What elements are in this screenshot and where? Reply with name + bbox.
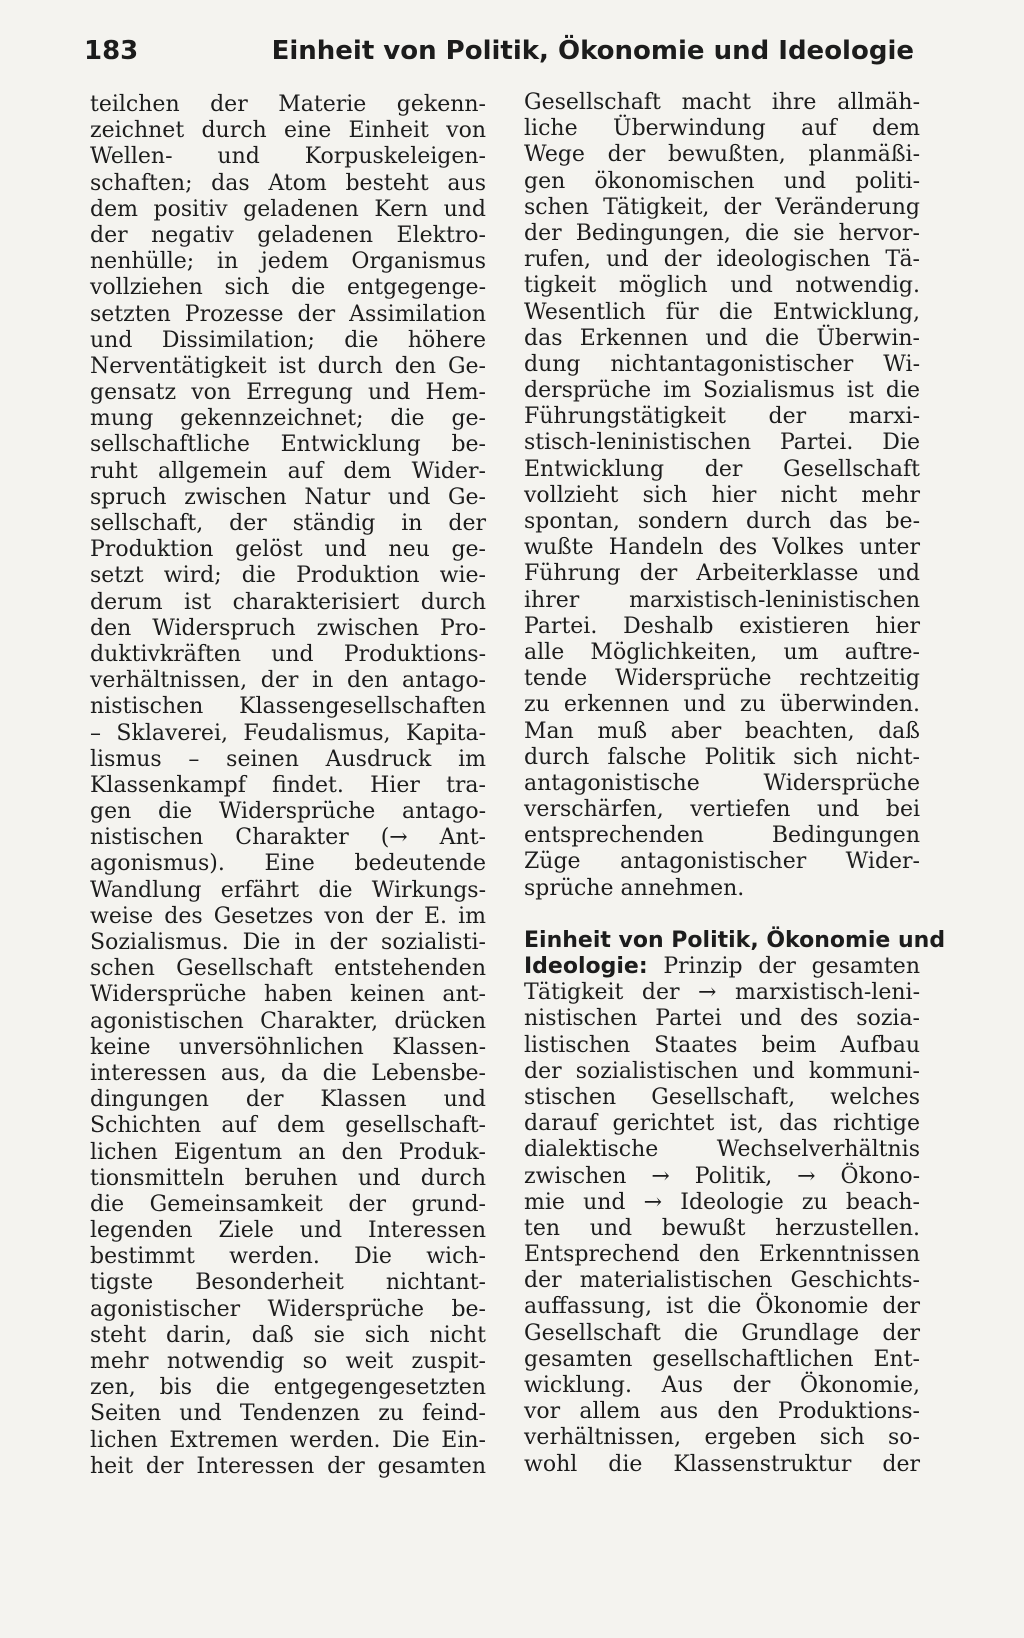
text-line: schen Tätigkeit, der Veränderung xyxy=(524,194,920,220)
text-line: Widersprüche haben keinen ant- xyxy=(90,982,486,1008)
text-line: dersprüche im Sozialismus ist die xyxy=(524,378,920,404)
text-line: keine unversöhnlichen Klassen- xyxy=(90,1034,486,1060)
text-line: nenhülle; in jedem Organismus xyxy=(90,249,486,275)
page-header xyxy=(84,36,914,76)
text-line: Entsprechend den Erkenntnissen xyxy=(524,1242,920,1268)
text-line: legenden Ziele und Interessen xyxy=(90,1218,486,1244)
text-line: tionsmitteln beruhen und durch xyxy=(90,1165,486,1191)
entry-body xyxy=(524,980,920,1478)
text-line: verhältnissen, ergeben sich so- xyxy=(524,1425,920,1451)
text-line: lichen Extremen werden. Die Ein- xyxy=(90,1427,486,1453)
entry-definition-start: Prinzip der gesamten xyxy=(647,954,920,979)
text-line: die Gemeinsamkeit der grund- xyxy=(90,1191,486,1217)
text-line: weise des Gesetzes von der E. im xyxy=(90,903,486,929)
text-line: Sozialismus. Die in der sozialisti- xyxy=(90,930,486,955)
text-line: duktivkräften und Produktions- xyxy=(90,641,486,667)
text-line: antagonistische Widersprüche xyxy=(524,770,920,796)
text-line: lismus – seinen Ausdruck im xyxy=(90,746,486,772)
dictionary-entry xyxy=(524,927,946,1478)
text-line: gen ökonomischen und politi- xyxy=(524,168,920,194)
text-line: verschärfen, vertiefen und bei xyxy=(524,797,920,823)
text-line: verhältnissen, der in den antago- xyxy=(90,668,486,694)
text-line: ruht allgemein auf dem Wider- xyxy=(90,458,486,484)
text-line: dialektische Wechselverhältnis xyxy=(524,1137,920,1163)
text-line: teilchen der Materie gekenn- xyxy=(90,92,486,117)
text-line: Wandlung erfährt die Wirkungs- xyxy=(90,877,486,903)
text-line: dung nichtantagonistischer Wi- xyxy=(524,351,920,377)
text-line: Führungstätigkeit der marxi- xyxy=(524,404,920,430)
text-line: steht darin, daß sie sich nicht xyxy=(90,1322,486,1348)
text-line: gen die Widersprüche antago- xyxy=(90,799,486,825)
text-line: nistischen Partei und des sozia- xyxy=(524,1006,920,1032)
text-line: tigste Besonderheit nichtant- xyxy=(90,1270,486,1296)
text-line: der negativ geladenen Elektro- xyxy=(90,222,486,248)
text-line: zeichnet durch eine Einheit von xyxy=(90,118,486,144)
text-line: gensatz von Erregung und Hem- xyxy=(90,380,486,406)
text-line: rufen, und der ideologischen Tä- xyxy=(524,247,920,273)
text-line: gesamten gesellschaftlichen Ent- xyxy=(524,1346,920,1372)
right-column-continuation xyxy=(524,90,920,902)
text-line: wußte Handeln des Volkes unter xyxy=(524,535,920,561)
entry-headword-line: Einheit von Politik, Ökonomie und xyxy=(524,927,946,953)
text-line: nistischen Klassengesellschaften xyxy=(90,694,486,720)
running-title: Einheit von Politik, Ökonomie und Ideologie xyxy=(271,36,914,66)
text-line: agonistischen Charakter, drücken xyxy=(90,1008,486,1034)
text-line: Führung der Arbeiterklasse und xyxy=(524,561,920,587)
text-line: listischen Staates beim Aufbau xyxy=(524,1032,920,1058)
text-line: ihrer marxistisch-leninistischen xyxy=(524,587,920,613)
text-line: nistischen Charakter (→ Ant- xyxy=(90,825,486,851)
text-line: zen, bis die entgegengesetzten xyxy=(90,1375,486,1401)
text-line: und Dissimilation; die höhere xyxy=(90,327,486,353)
text-line: dem positiv geladenen Kern und xyxy=(90,196,486,222)
text-line: Wesentlich für die Entwicklung, xyxy=(524,299,920,325)
right-column xyxy=(524,90,946,1478)
text-line: tigkeit möglich und notwendig. xyxy=(524,273,920,299)
text-line: alle Möglichkeiten, um auftre- xyxy=(524,639,920,665)
text-line: Partei. Deshalb existieren hier xyxy=(524,613,920,639)
text-line: wicklung. Aus der Ökonomie, xyxy=(524,1373,920,1398)
text-line: entsprechenden Bedingungen xyxy=(524,823,920,849)
text-line: vor allem aus den Produktions- xyxy=(524,1399,920,1425)
text-line: Entwicklung der Gesellschaft xyxy=(524,456,920,482)
entry-separator xyxy=(524,902,920,928)
text-line: dingungen der Klassen und xyxy=(90,1087,486,1113)
text-line: durch falsche Politik sich nicht- xyxy=(524,744,920,770)
text-line: Gesellschaft macht ihre allmäh- xyxy=(524,90,920,115)
text-line: Man muß aber beachten, daß xyxy=(524,718,920,744)
text-line: sellschaftliche Entwicklung be- xyxy=(90,432,486,458)
text-line: zwischen → Politik, → Ökono- xyxy=(524,1163,920,1189)
text-line: vollziehen sich die entgegenge- xyxy=(90,275,486,301)
text-line: ten und bewußt herzustellen. xyxy=(524,1215,920,1241)
left-column xyxy=(90,92,486,1480)
text-line: zu erkennen und zu überwinden. xyxy=(524,692,920,718)
text-line: sprüche annehmen. xyxy=(524,875,745,901)
text-line: den Widerspruch zwischen Pro- xyxy=(90,615,486,641)
text-line: heit der Interessen der gesamten xyxy=(90,1453,486,1479)
text-line: derum ist charakterisiert durch xyxy=(90,589,486,615)
text-line: setzten Prozesse der Assimilation xyxy=(90,301,486,327)
text-line: liche Überwindung auf dem xyxy=(524,116,920,142)
page-number: 183 xyxy=(84,36,139,66)
text-line: Seiten und Tendenzen zu feind- xyxy=(90,1401,486,1427)
text-line: stisch-leninistischen Partei. Die xyxy=(524,430,920,456)
entry-headword: Ideologie: xyxy=(524,954,648,979)
text-line: schaften; das Atom besteht aus xyxy=(90,170,486,196)
text-line: wohl die Klassenstruktur der xyxy=(524,1451,920,1477)
text-line: lichen Eigentum an den Produk- xyxy=(90,1139,486,1165)
text-line: Wellen- und Korpuskeleigen- xyxy=(90,144,486,170)
text-line: Nerventätigkeit ist durch den Ge- xyxy=(90,353,486,379)
text-line: spruch zwischen Natur und Ge- xyxy=(90,484,486,510)
text-line: Züge antagonistischer Wider- xyxy=(524,849,920,875)
text-line: Wege der bewußten, planmäßi- xyxy=(524,142,920,168)
text-line: schen Gesellschaft entstehenden xyxy=(90,956,486,982)
text-line: agonistischer Widersprüche be- xyxy=(90,1296,486,1322)
text-line: Tätigkeit der → marxistisch-leni- xyxy=(524,980,920,1006)
text-line: bestimmt werden. Die wich- xyxy=(90,1244,486,1270)
text-line: das Erkennen und die Überwin- xyxy=(524,325,920,351)
text-line: interessen aus, da die Lebensbe- xyxy=(90,1060,486,1086)
text-line: – Sklaverei, Feudalismus, Kapita- xyxy=(90,720,486,746)
text-line: mie und → Ideologie zu beach- xyxy=(524,1189,920,1215)
text-line: Schichten auf dem gesellschaft- xyxy=(90,1113,486,1139)
text-line: der materialistischen Geschichts- xyxy=(524,1268,920,1294)
text-line: agonismus). Eine bedeutende xyxy=(90,851,486,877)
text-line: darauf gerichtet ist, das richtige xyxy=(524,1111,920,1137)
entry-first-line xyxy=(524,954,920,980)
text-line: mehr notwendig so weit zuspit- xyxy=(90,1349,486,1374)
text-line: auffassung, ist die Ökonomie der xyxy=(524,1294,920,1320)
text-line: der sozialistischen und kommuni- xyxy=(524,1058,920,1084)
text-line: sellschaft, der ständig in der xyxy=(90,511,486,536)
text-line: der Bedingungen, die sie hervor- xyxy=(524,220,920,246)
text-line: mung gekennzeichnet; die ge- xyxy=(90,406,486,432)
text-line: spontan, sondern durch das be- xyxy=(524,509,920,534)
text-line: stischen Gesellschaft, welches xyxy=(524,1084,920,1110)
text-line: Produktion gelöst und neu ge- xyxy=(90,537,486,563)
text-line: setzt wird; die Produktion wie- xyxy=(90,563,486,589)
text-line: Gesellschaft die Grundlage der xyxy=(524,1320,920,1346)
text-line: vollzieht sich hier nicht mehr xyxy=(524,482,920,508)
text-line: tende Widersprüche rechtzeitig xyxy=(524,666,920,692)
text-line: Klassenkampf findet. Hier tra- xyxy=(90,772,486,798)
